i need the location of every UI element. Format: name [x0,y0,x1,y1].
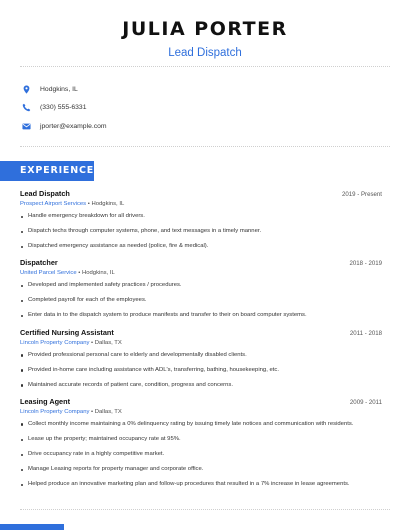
job-bullet: Developed and implemented safety practices / procedures. [20,282,382,290]
job-bullet: Handle emergency breakdown for all drivers. [20,213,382,221]
candidate-name: JULIA PORTER [122,18,288,40]
job-location: Dallas, TX [94,408,122,415]
email-icon [22,122,31,131]
job-entry [20,189,382,251]
job-bullet: Dispatched emergency assistance as needed (police, fire & medical). [20,243,382,251]
job-dates: 2019 - Present [342,191,382,198]
job-bullet: Provided in-home care including assistance with ADL's, transferring, bathing, housekeeping, etc. [20,367,382,375]
header-divider [20,66,390,67]
contact-phone [22,99,382,117]
job-bullets [20,421,382,489]
job-title: Certified Nursing Assistant [20,327,114,337]
job-title: Lead Dispatch [20,189,70,198]
job-bullet: Dispatch techs through computer systems, phone, and text messages in a timely manner. [20,228,382,236]
contact-email-text: jporter@example.com [40,122,107,130]
job-bullet: Manage Leasing reports for property manager and corporate office. [20,466,382,474]
contact-email [22,117,382,135]
job-bullets [20,352,382,390]
job-company: Lincoln Property Company [20,408,90,415]
job-company: Prospect Airport Services [20,201,87,207]
job-company-line: Lincoln Property Company • Dallas, TX [20,339,122,346]
job-dates: 2018 - 2019 [349,260,382,268]
job-entry [20,328,382,390]
location-pin-icon [22,85,31,94]
next-section-bar [0,524,64,530]
job-entry [20,397,382,489]
job-company-line: United Parcel Service • Hodgkins, IL [20,270,115,277]
job-bullet: Collect monthly income maintaining a 0% delinquency rating by issuing timely late notices and communication with residents. [20,421,382,429]
contact-divider [20,146,390,147]
experience-list [20,189,382,496]
job-company-line: Prospect Airport Services • Hodgkins, IL [20,201,125,207]
job-dates: 2011 - 2018 [349,329,382,337]
experience-heading: EXPERIENCE [0,161,94,181]
job-bullet: Maintained accurate records of patient care, condition, progress and concerns. [20,382,382,390]
candidate-role: Lead Dispatch [168,47,242,59]
phone-icon [22,103,31,112]
job-title: Dispatcher [20,258,58,268]
job-bullet: Enter data in to the dispatch system to produce manifests and transfer to their on board computer systems. [20,312,382,320]
contact-phone-text: (330) 555-6331 [40,104,87,111]
job-bullet: Provided professional personal care to elderly and developmentally disabled clients. [20,352,382,360]
job-title: Leasing Agent [20,396,71,406]
job-location: Dallas, TX [94,339,122,346]
job-dates: 2009 - 2011 [349,398,382,406]
contact-location-text: Hodgkins, IL [40,85,78,93]
job-company: Lincoln Property Company [20,339,90,346]
job-bullet: Completed payroll for each of the employees. [20,297,382,305]
job-location: Hodgkins, IL [81,270,115,277]
contact-location [22,80,382,98]
bottom-divider [20,509,390,510]
resume-header [0,18,410,59]
job-bullets [20,282,382,320]
job-bullet: Lease up the property; maintained occupancy rate at 95%. [20,436,382,444]
job-company-line: Lincoln Property Company • Dallas, TX [20,408,122,415]
contact-list [22,80,382,136]
job-bullets [20,213,382,251]
job-bullet: Helped produce an innovative marketing plan and follow-up procedures that resulted in a 7% increase in lease agreements. [20,481,382,489]
job-location: Hodgkins, IL [91,201,125,207]
job-bullet: Drive occupancy rate in a highly competitive market. [20,451,382,459]
job-company: United Parcel Service [20,270,77,277]
job-entry [20,258,382,320]
